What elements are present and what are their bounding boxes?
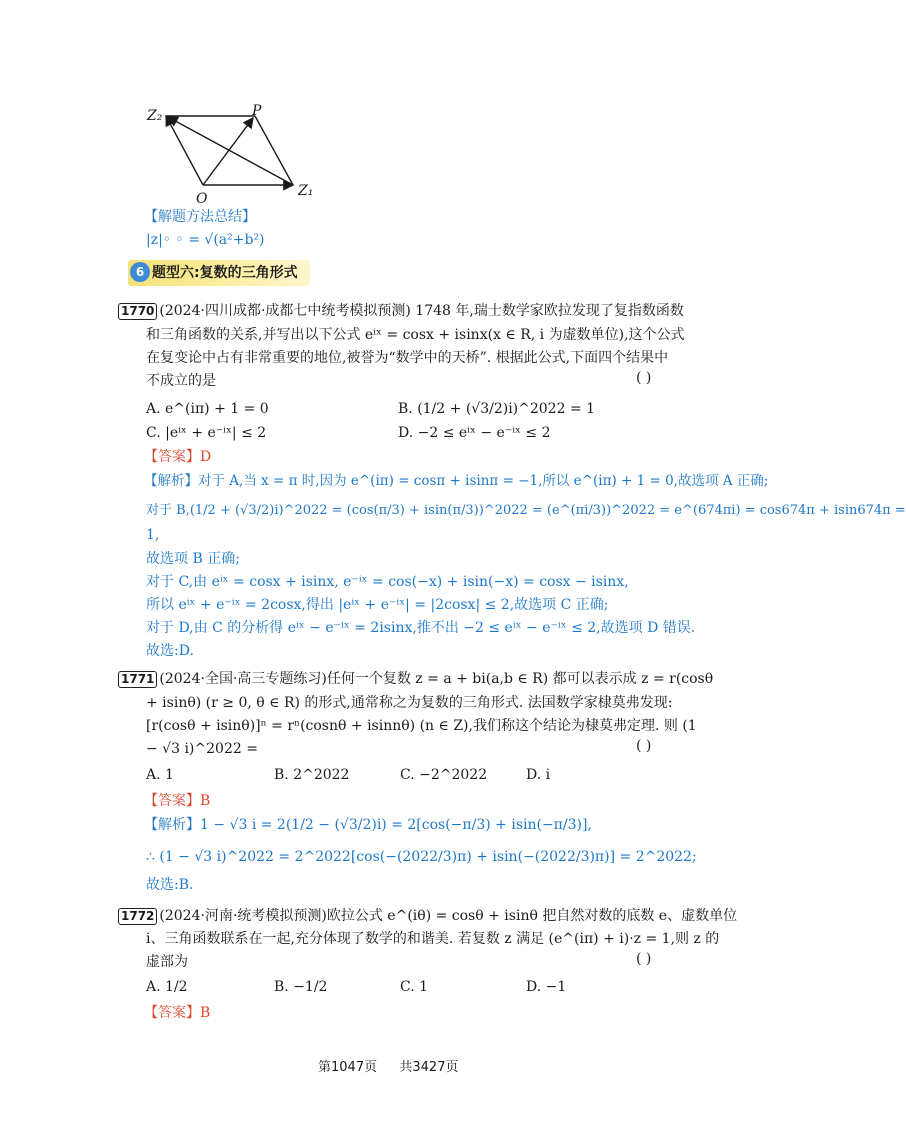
page-footer bbox=[318, 1056, 458, 1075]
parallelogram-diagram bbox=[140, 96, 320, 211]
question-1770-line-4: 不成立的是 bbox=[146, 373, 216, 389]
option-b: B. 2^2022 bbox=[274, 767, 350, 783]
option-a: A. 1/2 bbox=[146, 979, 188, 995]
question-1771-line-2: + isinθ) (r ≥ 0, θ ∈ R) 的形式,通常称之为复数的三角形式. 法国数学家棣莫弗发现: bbox=[146, 695, 673, 711]
option-b: B. −1/2 bbox=[274, 979, 328, 995]
question-number: 1772 bbox=[118, 908, 157, 925]
question-1772-line-3: 虚部为 bbox=[146, 954, 188, 970]
question-1770-line-1: 1770 (2024·四川成都·成都七中统考模拟预测) 1748 年,瑞士数学家欧拉发现了复指数函数 bbox=[118, 300, 684, 322]
analysis-line-8: 故选:D. bbox=[146, 643, 194, 659]
option-d: D. −2 ≤ eⁱˣ − e⁻ⁱˣ ≤ 2 bbox=[398, 425, 551, 441]
analysis-line-4: 故选项 B 正确; bbox=[146, 551, 240, 567]
analysis-line-6: 所以 eⁱˣ + e⁻ⁱˣ = 2cosx,得出 |eⁱˣ + e⁻ⁱˣ| = |2cosx| ≤ 2,故选项 C 正确; bbox=[146, 597, 609, 613]
analysis-line-1: 【解析】对于 A,当 x = π 时,因为 e^(iπ) = cosπ + isinπ = −1,所以 e^(iπ) + 1 = 0,故选项 A 正确; bbox=[144, 473, 769, 489]
section-badge: 6 bbox=[130, 262, 150, 282]
diagonal-o-p bbox=[203, 118, 253, 185]
label-o: O bbox=[196, 191, 208, 207]
question-1770-line-2: 和三角函数的关系,并写出以下公式 eⁱˣ = cosx + isinx(x ∈ R, i 为虚数单位),这个公式 bbox=[146, 327, 685, 343]
page-number: 第1047页 bbox=[318, 1060, 378, 1075]
answer-blank: ( ) bbox=[636, 951, 652, 967]
analysis-line-1: 【解析】1 − √3 i = 2(1/2 − (√3/2)i) = 2[cos(−π/3) + isin(−π/3)], bbox=[144, 817, 592, 833]
label-p: P bbox=[252, 103, 262, 119]
analysis-line-2: 对于 B,(1/2 + (√3/2)i)^2022 = (cos(π/3) + isin(π/3))^2022 = (e^(πi/3))^2022 = e^(674πi) = cos674π + isin674π = bbox=[146, 503, 906, 518]
option-d: D. −1 bbox=[526, 979, 567, 995]
analysis-line-5: 对于 C,由 eⁱˣ = cosx + isinx, e⁻ⁱˣ = cos(−x) + isin(−x) = cosx − isinx, bbox=[146, 574, 629, 590]
label-z1: Z₁ bbox=[298, 183, 314, 199]
answer-label: 【答案】B bbox=[144, 793, 211, 809]
section-title: 题型六:复数的三角形式 bbox=[152, 265, 298, 281]
option-c: C. 1 bbox=[400, 979, 429, 995]
question-1771-line-1: 1771 (2024·全国·高三专题练习)任何一个复数 z = a + bi(a,b ∈ R) 都可以表示成 z = r(cosθ bbox=[118, 668, 713, 690]
option-c: C. |eⁱˣ + e⁻ⁱˣ| ≤ 2 bbox=[146, 425, 267, 441]
option-a: A. 1 bbox=[146, 767, 174, 783]
question-1771-line-4: − √3 i)^2022 = bbox=[146, 741, 258, 757]
question-number: 1771 bbox=[118, 671, 157, 688]
analysis-line-3: 故选:B. bbox=[146, 877, 194, 893]
answer-blank: ( ) bbox=[636, 370, 652, 386]
method-summary-formula: |z|◦ ◦ = √(a²+b²) bbox=[146, 232, 265, 248]
answer-label: 【答案】D bbox=[144, 449, 212, 465]
method-summary-title: 【解题方法总结】 bbox=[144, 209, 256, 225]
question-1770-line-3: 在复变论中占有非常重要的地位,被誉为“数学中的天桥”. 根据此公式,下面四个结果中 bbox=[146, 350, 669, 366]
option-d: D. i bbox=[526, 767, 551, 783]
question-number: 1770 bbox=[118, 303, 157, 320]
page-total: 共3427页 bbox=[399, 1060, 459, 1075]
answer-blank: ( ) bbox=[636, 738, 652, 754]
question-1772-line-2: i、三角函数联系在一起,充分体现了数学的和谐美. 若复数 z 满足 (e^(iπ) + i)·z = 1,则 z 的 bbox=[146, 931, 720, 947]
label-z2: Z₂ bbox=[147, 108, 163, 124]
option-c: C. −2^2022 bbox=[400, 767, 488, 783]
analysis-line-3: 1, bbox=[146, 527, 160, 543]
question-1772-line-1: 1772 (2024·河南·统考模拟预测)欧拉公式 e^(iθ) = cosθ + isinθ 把自然对数的底数 e、虚数单位 bbox=[118, 905, 737, 927]
option-a: A. e^(iπ) + 1 = 0 bbox=[146, 401, 269, 417]
answer-label: 【答案】B bbox=[144, 1005, 211, 1021]
analysis-line-7: 对于 D,由 C 的分析得 eⁱˣ − e⁻ⁱˣ = 2isinx,推不出 −2 ≤ eⁱˣ − e⁻ⁱˣ ≤ 2,故选项 D 错误. bbox=[146, 620, 696, 636]
option-b: B. (1/2 + (√3/2)i)^2022 = 1 bbox=[398, 401, 596, 417]
question-1771-line-3: [r(cosθ + isinθ)]ⁿ = rⁿ(cosnθ + isinnθ) (n ∈ Z),我们称这个结论为棣莫弗定理. 则 (1 bbox=[146, 718, 697, 734]
analysis-line-2: ∴ (1 − √3 i)^2022 = 2^2022[cos(−(2022/3)π) + isin(−(2022/3)π)] = 2^2022; bbox=[146, 849, 697, 865]
